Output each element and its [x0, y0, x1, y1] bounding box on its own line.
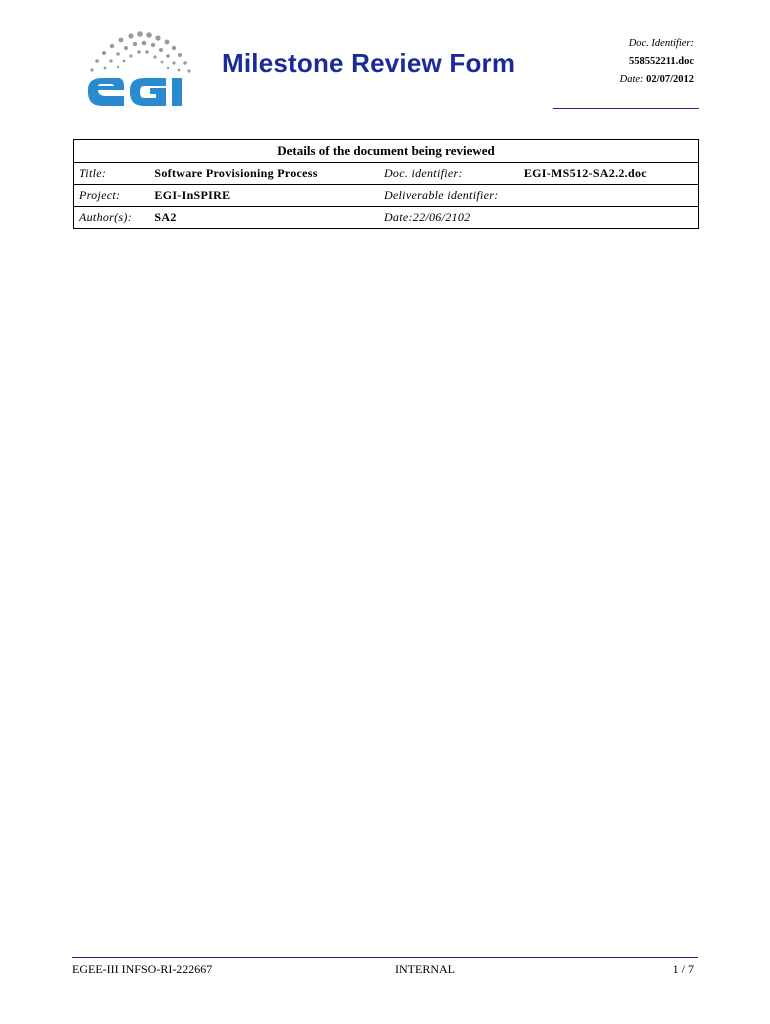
authors-label: Author(s):	[74, 207, 150, 229]
doc-identifier-label: Doc. Identifier:	[628, 38, 694, 49]
authors-value: SA2	[149, 207, 379, 229]
date-value: 02/07/2012	[646, 74, 694, 85]
doc-identifier-label: Doc. identifier:	[379, 163, 519, 185]
table-row	[74, 185, 699, 207]
title-value: Software Provisioning Process	[149, 163, 379, 185]
page-number: 1 / 7	[672, 962, 694, 976]
doc-identifier-value: 558552211.doc	[628, 56, 694, 67]
deliverable-identifier-value	[519, 185, 699, 207]
header-divider	[553, 108, 699, 109]
details-table	[73, 139, 699, 229]
footer-divider	[72, 957, 698, 958]
review-date-label: Date:22/06/2102	[379, 207, 519, 229]
review-date-value	[519, 207, 699, 229]
egi-logo-icon	[84, 30, 194, 110]
footer-classification: INTERNAL	[395, 962, 455, 976]
details-heading: Details of the document being reviewed	[74, 140, 699, 163]
project-label: Project:	[74, 185, 150, 207]
footer-project-id: EGEE-III INFSO-RI-222667	[72, 962, 213, 976]
table-row	[74, 163, 699, 185]
project-value: EGI-InSPIRE	[149, 185, 379, 207]
deliverable-identifier-label: Deliverable identifier:	[379, 185, 519, 207]
title-label: Title:	[74, 163, 150, 185]
page-title: Milestone Review Form	[222, 48, 516, 78]
date-label: Date:	[619, 74, 644, 85]
header-date	[620, 74, 694, 85]
doc-identifier-value: EGI-MS512-SA2.2.doc	[519, 163, 699, 185]
table-row	[74, 207, 699, 229]
